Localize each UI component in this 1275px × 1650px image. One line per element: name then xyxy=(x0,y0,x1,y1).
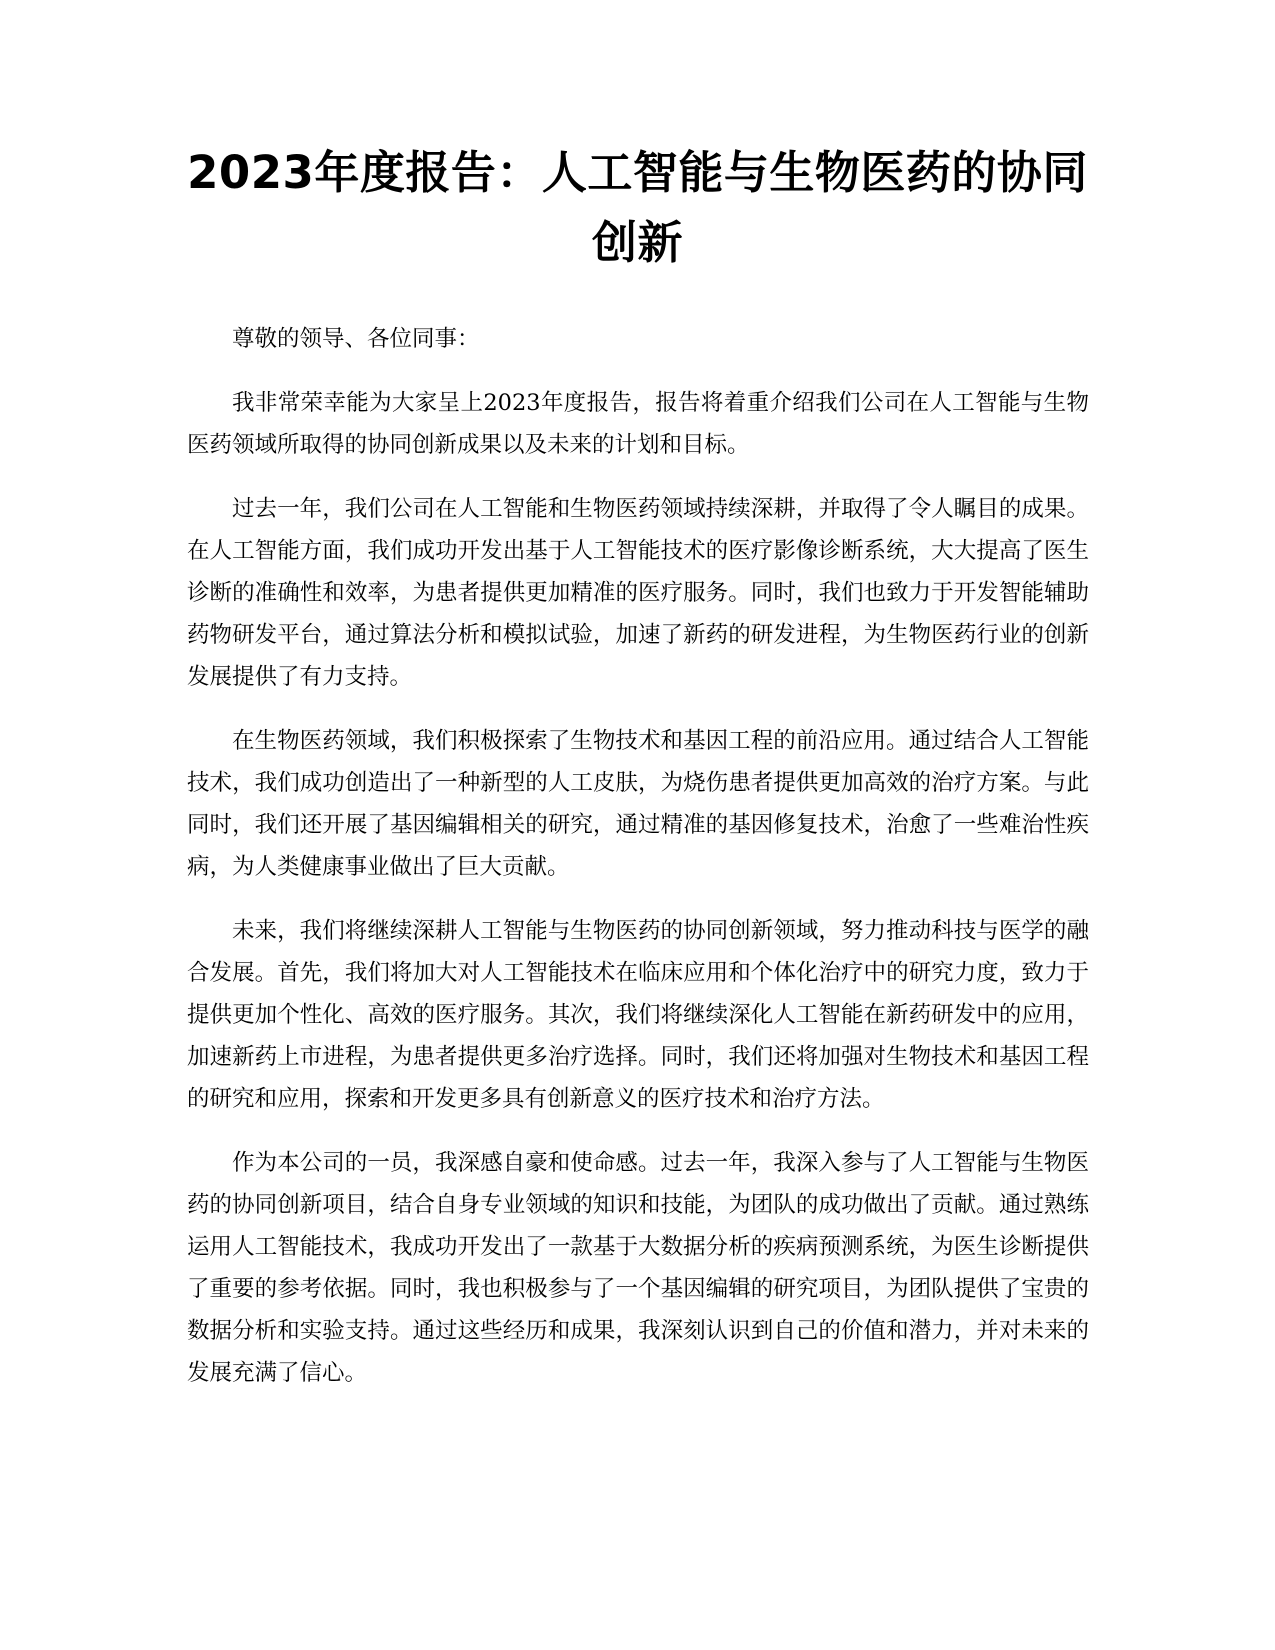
document-title: 2023年度报告：人工智能与生物医药的协同创新 xyxy=(187,146,1088,269)
paragraph-intro: 我非常荣幸能为大家呈上2023年度报告，报告将着重介绍我们公司在人工智能与生物医药领域所取得的协同创新成果以及未来的计划和目标。 xyxy=(187,390,1089,458)
paragraph-biomedicine: 在生物医药领域，我们积极探索了生物技术和基因工程的前沿应用。通过结合人工智能技术，我们成功创造出了一种新型的人工皮肤，为烧伤患者提供更加高效的治疗方案。与此同时，我们还开展了基因编辑相关的研究，通过精准的基因修复技术，治愈了一些难治性疾病，为人类健康事业做出了巨大贡献。 xyxy=(187,728,1089,880)
document-body xyxy=(187,318,1089,1416)
salutation: 尊敬的领导、各位同事： xyxy=(232,326,480,352)
paragraph-future-plans: 未来，我们将继续深耕人工智能与生物医药的协同创新领域，努力推动科技与医学的融合发展。首先，我们将加大对人工智能技术在临床应用和个体化治疗中的研究力度，致力于提供更加个性化、高效的医疗服务。其次，我们将继续深化人工智能在新药研发中的应用，加速新药上市进程，为患者提供更多治疗选择。同时，我们还将加强对生物技术和基因工程的研究和应用，探索和开发更多具有创新意义的医疗技术和治疗方法。 xyxy=(187,918,1089,1112)
paragraph-personal-contribution: 作为本公司的一员，我深感自豪和使命感。过去一年，我深入参与了人工智能与生物医药的协同创新项目，结合自身专业领域的知识和技能，为团队的成功做出了贡献。通过熟练运用人工智能技术，我成功开发出了一款基于大数据分析的疾病预测系统，为医生诊断提供了重要的参考依据。同时，我也积极参与了一个基因编辑的研究项目，为团队提供了宝贵的数据分析和实验支持。通过这些经历和成果，我深刻认识到自己的价值和潜力，并对未来的发展充满了信心。 xyxy=(187,1150,1089,1386)
paragraph-achievements: 过去一年，我们公司在人工智能和生物医药领域持续深耕，并取得了令人瞩目的成果。在人工智能方面，我们成功开发出基于人工智能技术的医疗影像诊断系统，大大提高了医生诊断的准确性和效率，为患者提供更加精准的医疗服务。同时，我们也致力于开发智能辅助药物研发平台，通过算法分析和模拟试验，加速了新药的研发进程，为生物医药行业的创新发展提供了有力支持。 xyxy=(187,496,1089,690)
